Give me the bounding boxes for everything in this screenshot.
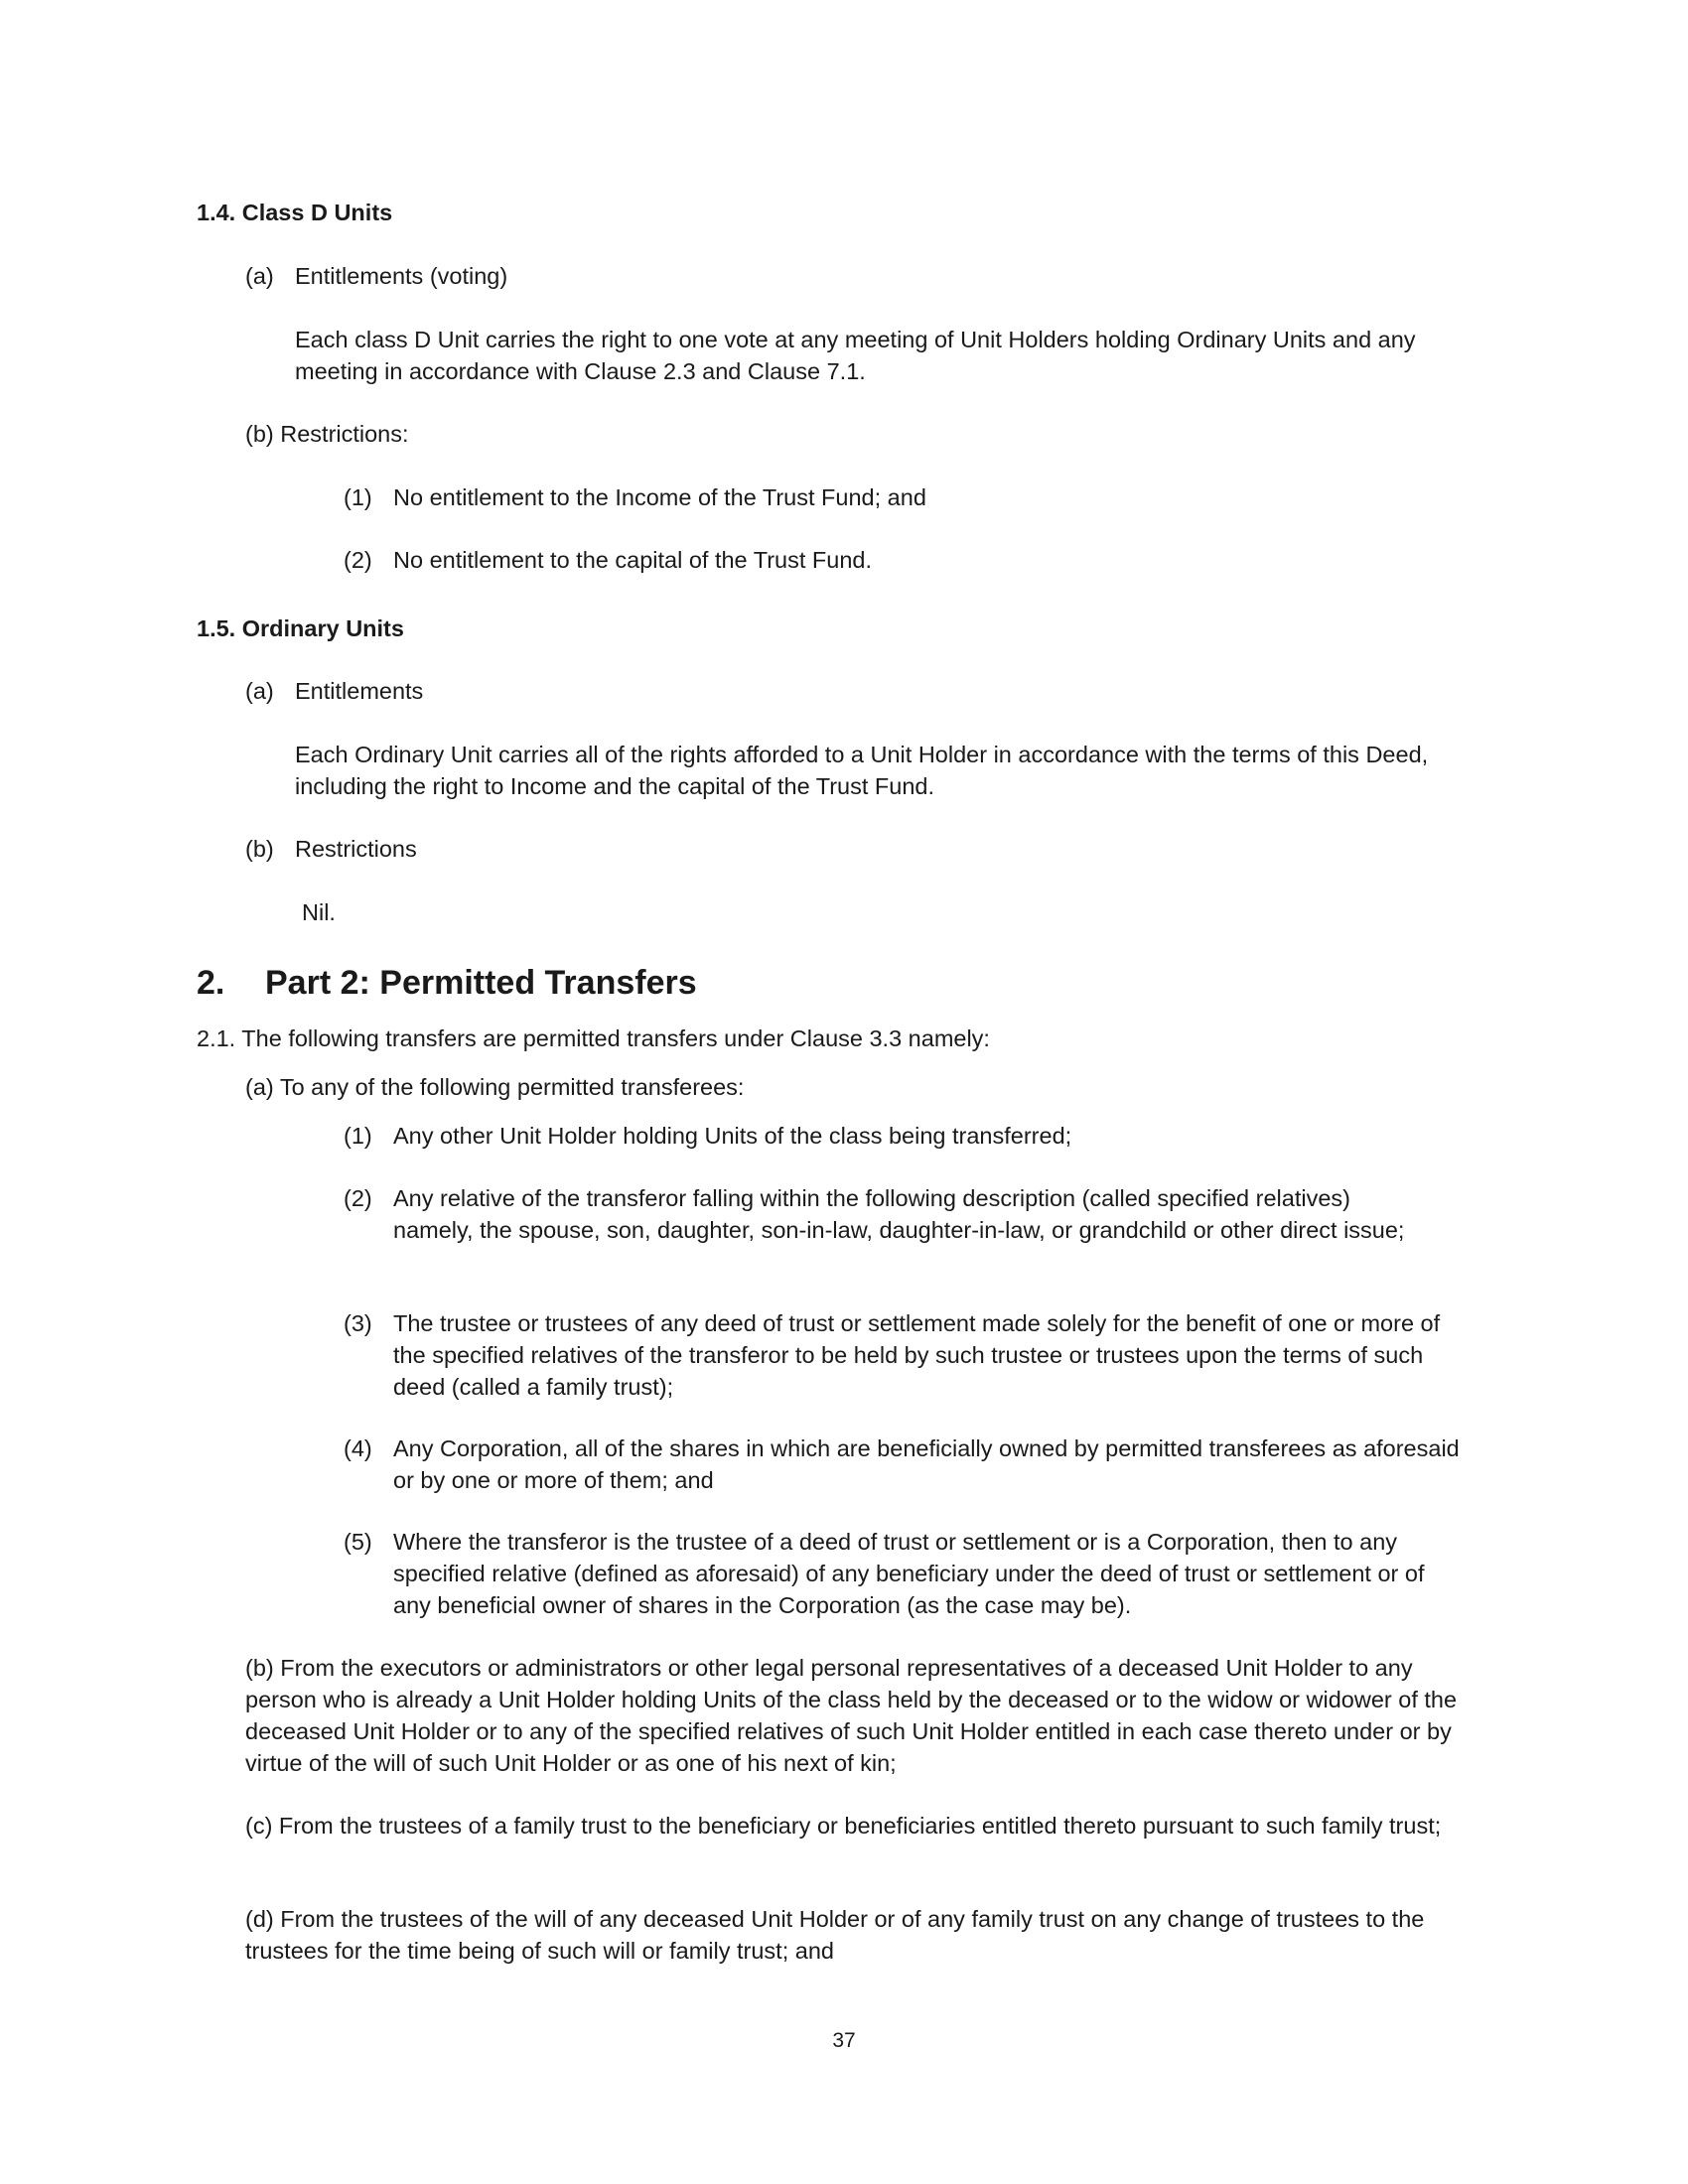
- section-1-5-b-marker: (b): [245, 836, 274, 862]
- list-item: No entitlement to the capital of the Trust Fund.: [393, 547, 873, 573]
- part-2-c-text: (c) From the trustees of a family trust to the beneficiary or beneficiaries entitled thereto pursuant to such family trust;: [245, 1813, 1442, 1839]
- list-item: Any Corporation, all of the shares in which are beneficially owned by permitted transferees as aforesaid or by one or more of them; and: [393, 1435, 1460, 1493]
- list-item: Any other Unit Holder holding Units of the class being transferred;: [393, 1123, 1072, 1149]
- part-2-b-text: (b) From the executors or administrators or other legal personal representatives of a deceased Unit Holder to any person who is already a Unit Holder holding Units of the class held by the deceased or to the widow or widower of the deceased Unit Holder or to any of the specified relatives of such Unit Holder entitled in each case thereto under or by virtue of the will of such Unit Holder or as one of his next of kin;: [245, 1655, 1458, 1776]
- section-1-4-a-title: Entitlements (voting): [295, 263, 508, 289]
- list-marker: (2): [344, 547, 372, 573]
- list-item: No entitlement to the Income of the Trust Fund; and: [393, 484, 926, 510]
- list-marker: (2): [344, 1185, 372, 1211]
- part-2-number: 2.: [197, 964, 225, 1002]
- list-marker: (1): [344, 484, 372, 510]
- list-item: The trustee or trustees of any deed of trust or settlement made solely for the benefit of one or more of the specified relatives of the transferor to be held by such trustee or trustees upon the terms of such deed (called a family trust);: [393, 1310, 1441, 1400]
- section-1-5-a-title: Entitlements: [295, 678, 424, 704]
- list-item: Where the transferor is the trustee of a deed of trust or settlement or is a Corporation, then to any specified relative (defined as aforesaid) of any beneficiary under the deed of trust or settlement or of any beneficial owner of shares in the Corporation (as the case may be).: [393, 1529, 1425, 1618]
- list-marker: (3): [344, 1310, 372, 1336]
- section-1-5-a-body: Each Ordinary Unit carries all of the rights afforded to a Unit Holder in accordance with the terms of this Deed, including the right to Income and the capital of the Trust Fund.: [295, 742, 1429, 799]
- part-2-title: Part 2: Permitted Transfers: [265, 964, 697, 1002]
- list-marker: (4): [344, 1435, 372, 1461]
- section-1-5-b-body: Nil.: [302, 899, 336, 925]
- list-item: Any relative of the transferor falling within the following description (called specified relatives) namely, the spouse, son, daughter, son-in-law, daughter-in-law, or grandchild or other direct issue;: [393, 1185, 1405, 1243]
- section-1-4-a-body: Each class D Unit carries the right to one vote at any meeting of Unit Holders holding Ordinary Units and any meeting in accordance with Clause 2.3 and Clause 7.1.: [295, 327, 1416, 384]
- section-1-5-heading: 1.5. Ordinary Units: [197, 615, 404, 641]
- part-2-d-text: (d) From the trustees of the will of any deceased Unit Holder or of any family trust on any change of trustees to the trustees for the time being of such will or family trust; and: [245, 1906, 1425, 1964]
- list-marker: (1): [344, 1123, 372, 1149]
- part-2-intro: 2.1. The following transfers are permitted transfers under Clause 3.3 namely:: [197, 1025, 990, 1051]
- section-1-5-a-marker: (a): [245, 678, 274, 704]
- section-1-4-a-marker: (a): [245, 263, 274, 289]
- section-1-4-heading: 1.4. Class D Units: [197, 200, 393, 225]
- list-marker: (5): [344, 1529, 372, 1555]
- section-1-5-b-title: Restrictions: [295, 836, 417, 862]
- page-number: 37: [832, 2029, 856, 2052]
- part-2-a-label: (a) To any of the following permitted transferees:: [245, 1074, 745, 1100]
- section-1-4-b-label: (b) Restrictions:: [245, 421, 409, 447]
